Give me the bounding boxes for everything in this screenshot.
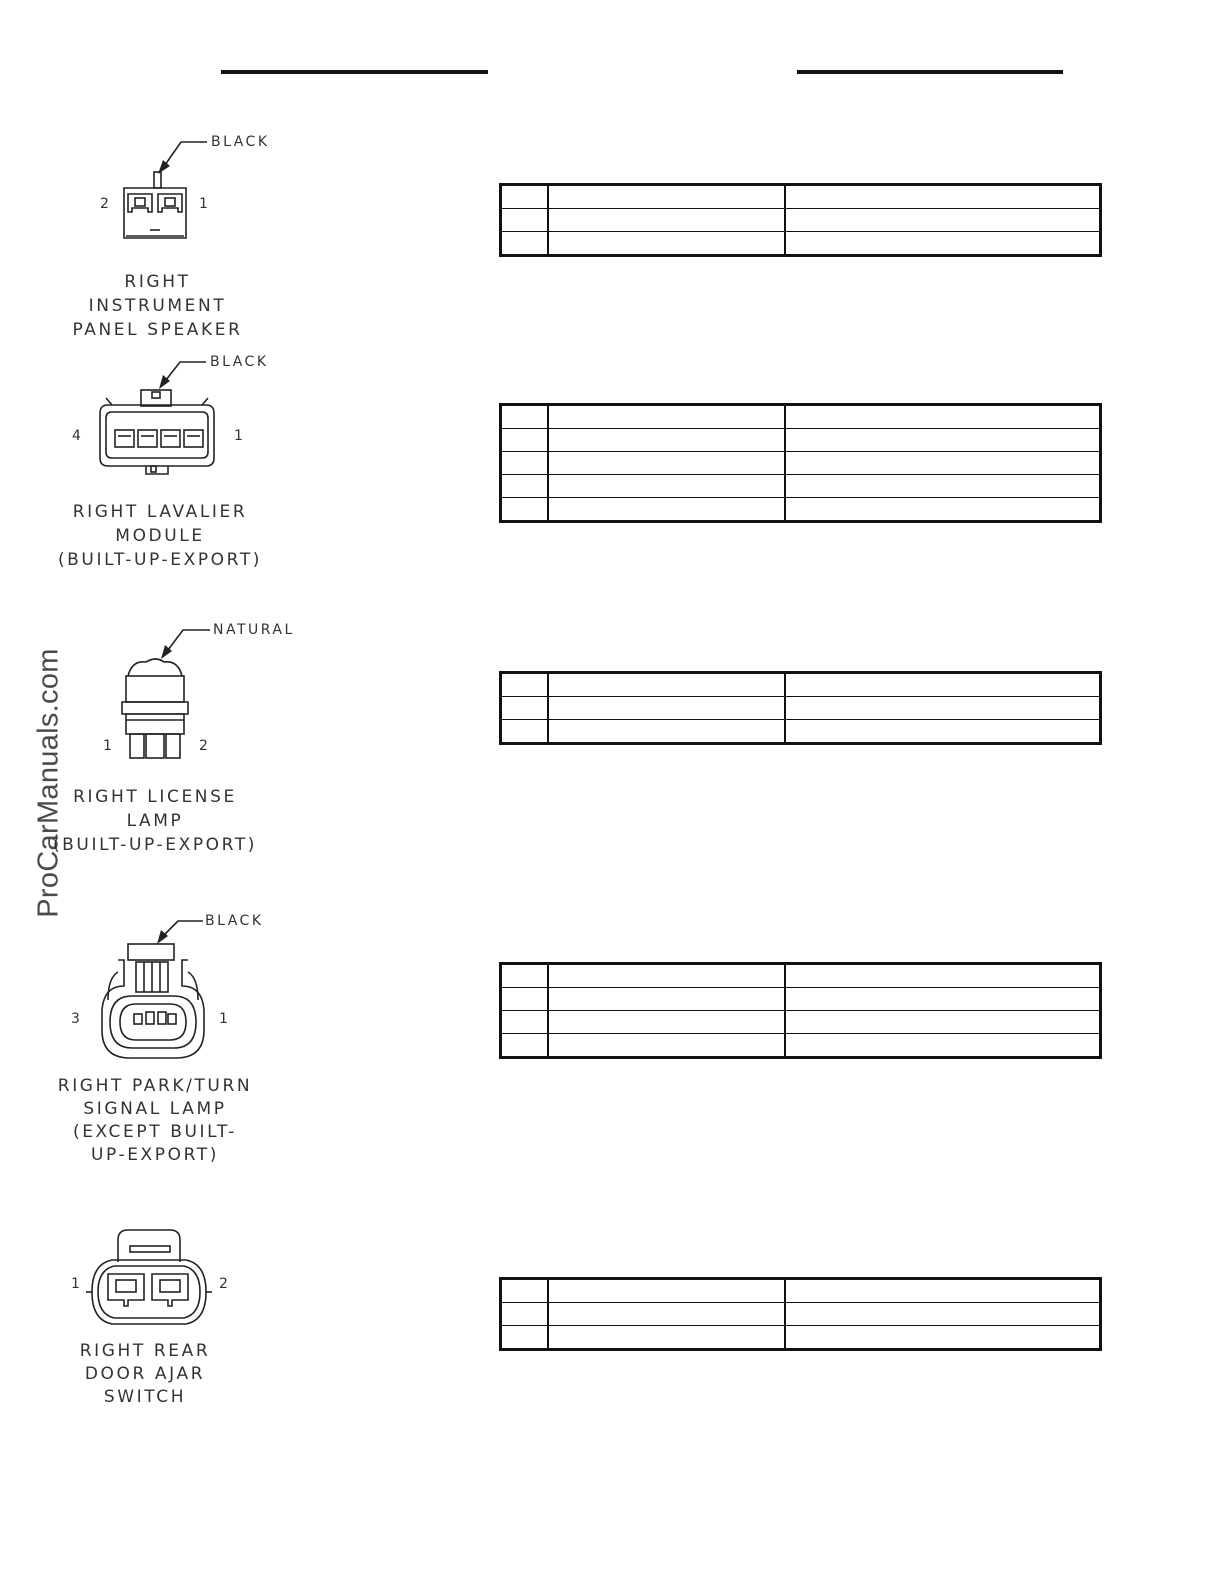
- connector-name-line: (BUILT-UP-EXPORT): [52, 835, 258, 855]
- table-row: [501, 429, 1101, 452]
- connector-name-line: (BUILT-UP-EXPORT): [57, 550, 263, 570]
- table-row: [501, 1303, 1101, 1326]
- connector-name-line: RIGHT INSTRUMENT: [88, 272, 227, 316]
- pin-number-right: 1: [199, 196, 208, 212]
- watermark: ProCarManuals.com: [32, 648, 65, 918]
- table-row: [501, 232, 1101, 256]
- wire-color-label: NATURAL: [213, 622, 295, 638]
- wire-color-label: BLACK: [210, 354, 269, 370]
- pin-number-left: 1: [103, 738, 112, 754]
- pinout-table-right-rear-door-ajar-switch: [499, 1277, 1102, 1351]
- table-row: [501, 697, 1101, 720]
- pin-number-left: 2: [100, 196, 109, 212]
- connector-name-line: LAMP: [126, 811, 184, 831]
- connector-name-line: (EXCEPT BUILT-: [72, 1122, 238, 1142]
- table-row: [501, 1326, 1101, 1350]
- table-row: [501, 1034, 1101, 1058]
- table-row: [501, 720, 1101, 744]
- pin-number-left: 1: [71, 1276, 80, 1292]
- pin-number-right: 1: [219, 1011, 228, 1027]
- connector-name-line: RIGHT REAR: [79, 1341, 211, 1361]
- pin-number-left: 4: [72, 428, 81, 444]
- pinout-table-right-license-lamp: [499, 671, 1102, 745]
- wire-color-label: BLACK: [211, 134, 270, 150]
- pin-number-left: 3: [71, 1011, 80, 1027]
- pin-number-right: 2: [199, 738, 208, 754]
- connector-name: [45, 1340, 245, 1409]
- connector-name-line: RIGHT LAVALIER: [72, 502, 248, 522]
- table-row: [501, 475, 1101, 498]
- pin-number-right: 2: [219, 1276, 228, 1292]
- table-row: [501, 964, 1101, 988]
- connector-name-line: DOOR AJAR: [84, 1364, 206, 1384]
- wire-color-label: BLACK: [205, 913, 264, 929]
- table-row: [501, 405, 1101, 429]
- pinout-table-right-park-turn-signal-lamp: [499, 962, 1102, 1059]
- connector-name-line: UP-EXPORT): [90, 1145, 220, 1165]
- table-row: [501, 988, 1101, 1011]
- table-row: [501, 1279, 1101, 1303]
- pinout-table-right-lavalier-module: [499, 403, 1102, 523]
- table-row: [501, 209, 1101, 232]
- connector-name-line: SIGNAL LAMP: [83, 1099, 227, 1119]
- pinout-table-right-instrument-panel-speaker: [499, 183, 1102, 257]
- connector-name-line: RIGHT PARK/TURN: [57, 1076, 253, 1096]
- table-row: [501, 452, 1101, 475]
- connector-2pin-switch-icon: [0, 0, 300, 1340]
- connector-name-line: PANEL SPEAKER: [72, 320, 243, 340]
- table-row: [501, 673, 1101, 697]
- connector-name-line: SWITCH: [103, 1387, 187, 1407]
- table-row: [501, 185, 1101, 209]
- pin-number-right: 1: [234, 428, 243, 444]
- table-row: [501, 498, 1101, 522]
- connector-name-line: RIGHT LICENSE: [73, 787, 237, 807]
- table-row: [501, 1011, 1101, 1034]
- header-rule-right: [797, 70, 1063, 74]
- connector-name-line: MODULE: [115, 526, 205, 546]
